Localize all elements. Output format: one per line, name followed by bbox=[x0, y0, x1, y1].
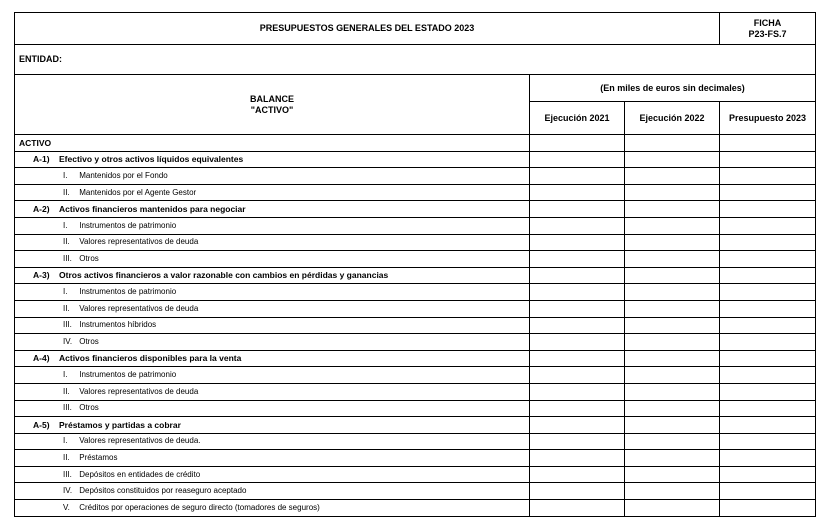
row-label: Depósitos constituidos por reaseguro aceptado bbox=[79, 486, 247, 496]
row-label: Préstamos y partidas a cobrar bbox=[59, 419, 181, 430]
value-cell-ejecucion-2022[interactable] bbox=[625, 135, 720, 152]
row-label: Valores representativos de deuda. bbox=[79, 436, 201, 446]
value-cell-ejecucion-2021[interactable] bbox=[530, 201, 625, 218]
value-cell-presupuesto-2023[interactable] bbox=[720, 400, 816, 417]
table-row bbox=[15, 433, 816, 450]
row-label-cell bbox=[15, 184, 530, 201]
value-cell-ejecucion-2022[interactable] bbox=[625, 417, 720, 434]
table-row bbox=[15, 267, 816, 284]
balance-title: BALANCE bbox=[250, 93, 294, 104]
value-cell-ejecucion-2021[interactable] bbox=[530, 251, 625, 268]
value-cell-ejecucion-2022[interactable] bbox=[625, 383, 720, 400]
row-label-cell bbox=[15, 234, 530, 251]
value-cell-presupuesto-2023[interactable] bbox=[720, 433, 816, 450]
table-row bbox=[15, 500, 816, 517]
table-row bbox=[15, 350, 816, 367]
row-label-cell bbox=[15, 450, 530, 467]
value-cell-ejecucion-2021[interactable] bbox=[530, 466, 625, 483]
value-cell-ejecucion-2021[interactable] bbox=[530, 334, 625, 351]
value-cell-ejecucion-2021[interactable] bbox=[530, 168, 625, 185]
row-label: Préstamos bbox=[79, 453, 118, 463]
row-label: Instrumentos de patrimonio bbox=[79, 287, 177, 297]
table-row bbox=[15, 284, 816, 301]
item-number: V. bbox=[63, 502, 70, 512]
item-number: I. bbox=[63, 287, 68, 297]
value-cell-ejecucion-2022[interactable] bbox=[625, 317, 720, 334]
value-cell-presupuesto-2023[interactable] bbox=[720, 168, 816, 185]
item-number: II. bbox=[63, 386, 70, 396]
balance-subtitle: "ACTIVO" bbox=[250, 104, 294, 115]
item-number: I. bbox=[63, 370, 68, 380]
value-cell-ejecucion-2021[interactable] bbox=[530, 500, 625, 517]
form-title: PRESUPUESTOS GENERALES DEL ESTADO 2023 bbox=[15, 13, 720, 45]
value-cell-presupuesto-2023[interactable] bbox=[720, 300, 816, 317]
row-label-cell bbox=[15, 135, 530, 152]
row-label-cell bbox=[15, 417, 530, 434]
value-cell-presupuesto-2023[interactable] bbox=[720, 267, 816, 284]
table-row bbox=[15, 168, 816, 185]
value-cell-ejecucion-2021[interactable] bbox=[530, 184, 625, 201]
value-cell-ejecucion-2022[interactable] bbox=[625, 433, 720, 450]
value-cell-ejecucion-2022[interactable] bbox=[625, 184, 720, 201]
ficha-label: FICHA bbox=[753, 17, 782, 28]
value-cell-presupuesto-2023[interactable] bbox=[720, 334, 816, 351]
value-cell-presupuesto-2023[interactable] bbox=[720, 383, 816, 400]
value-cell-presupuesto-2023[interactable] bbox=[720, 367, 816, 384]
row-label-cell bbox=[15, 400, 530, 417]
table-row bbox=[15, 184, 816, 201]
section-code: A-1) bbox=[33, 154, 50, 165]
item-number: III. bbox=[63, 320, 72, 330]
value-cell-ejecucion-2022[interactable] bbox=[625, 334, 720, 351]
row-label-cell bbox=[15, 383, 530, 400]
value-cell-ejecucion-2022[interactable] bbox=[625, 217, 720, 234]
item-number: II. bbox=[63, 453, 70, 463]
ficha-number: P23-FS.7 bbox=[748, 28, 787, 39]
value-cell-presupuesto-2023[interactable] bbox=[720, 500, 816, 517]
row-label: Otros bbox=[79, 253, 99, 263]
table-row bbox=[15, 201, 816, 218]
item-number: IV. bbox=[63, 486, 73, 496]
value-cell-presupuesto-2023[interactable] bbox=[720, 483, 816, 500]
item-number: III. bbox=[63, 469, 72, 479]
value-cell-ejecucion-2021[interactable] bbox=[530, 317, 625, 334]
value-cell-presupuesto-2023[interactable] bbox=[720, 251, 816, 268]
value-cell-ejecucion-2021[interactable] bbox=[530, 450, 625, 467]
row-label: Activos financieros mantenidos para negociar bbox=[59, 203, 246, 214]
row-label: Instrumentos de patrimonio bbox=[79, 370, 177, 380]
value-cell-ejecucion-2022[interactable] bbox=[625, 151, 720, 168]
row-label: Instrumentos de patrimonio bbox=[79, 220, 177, 230]
value-cell-ejecucion-2022[interactable] bbox=[625, 168, 720, 185]
value-cell-ejecucion-2022[interactable] bbox=[625, 234, 720, 251]
row-label-cell bbox=[15, 500, 530, 517]
units-note: (En miles de euros sin decimales) bbox=[530, 75, 816, 102]
value-cell-presupuesto-2023[interactable] bbox=[720, 234, 816, 251]
value-cell-ejecucion-2022[interactable] bbox=[625, 483, 720, 500]
value-cell-ejecucion-2022[interactable] bbox=[625, 251, 720, 268]
value-cell-ejecucion-2022[interactable] bbox=[625, 350, 720, 367]
row-label-cell bbox=[15, 300, 530, 317]
value-cell-presupuesto-2023[interactable] bbox=[720, 201, 816, 218]
section-code: A-4) bbox=[33, 353, 50, 364]
row-label-cell bbox=[15, 217, 530, 234]
entidad-label: ENTIDAD: bbox=[15, 45, 816, 75]
value-cell-presupuesto-2023[interactable] bbox=[720, 217, 816, 234]
table-row bbox=[15, 234, 816, 251]
row-label-cell bbox=[15, 201, 530, 218]
item-number: I. bbox=[63, 220, 68, 230]
budget-form-sheet bbox=[14, 12, 815, 517]
item-number: II. bbox=[63, 303, 70, 313]
row-label-cell bbox=[15, 483, 530, 500]
row-label: Efectivo y otros activos líquidos equivalentes bbox=[59, 154, 244, 165]
column-header-ejecucion-2022: Ejecución 2022 bbox=[625, 102, 720, 135]
table-row bbox=[15, 251, 816, 268]
value-cell-ejecucion-2022[interactable] bbox=[625, 267, 720, 284]
item-number: II. bbox=[63, 187, 70, 197]
value-cell-ejecucion-2021[interactable] bbox=[530, 417, 625, 434]
row-label-cell bbox=[15, 433, 530, 450]
row-label-cell bbox=[15, 251, 530, 268]
value-cell-ejecucion-2021[interactable] bbox=[530, 400, 625, 417]
row-label: ACTIVO bbox=[19, 137, 52, 148]
table-row bbox=[15, 317, 816, 334]
value-cell-ejecucion-2022[interactable] bbox=[625, 300, 720, 317]
table-row bbox=[15, 334, 816, 351]
row-label-cell bbox=[15, 267, 530, 284]
value-cell-presupuesto-2023[interactable] bbox=[720, 350, 816, 367]
row-label-cell bbox=[15, 350, 530, 367]
row-label-cell bbox=[15, 334, 530, 351]
item-number: II. bbox=[63, 237, 70, 247]
value-cell-presupuesto-2023[interactable] bbox=[720, 284, 816, 301]
table-row bbox=[15, 466, 816, 483]
item-number: IV. bbox=[63, 336, 73, 346]
value-cell-presupuesto-2023[interactable] bbox=[720, 317, 816, 334]
section-code: A-2) bbox=[33, 203, 50, 214]
row-label: Otros activos financieros a valor razonable con cambios en pérdidas y ganancias bbox=[59, 270, 389, 281]
value-cell-ejecucion-2022[interactable] bbox=[625, 367, 720, 384]
value-cell-presupuesto-2023[interactable] bbox=[720, 417, 816, 434]
value-cell-ejecucion-2021[interactable] bbox=[530, 284, 625, 301]
value-cell-ejecucion-2021[interactable] bbox=[530, 367, 625, 384]
table-row bbox=[15, 367, 816, 384]
table-row bbox=[15, 417, 816, 434]
balance-table bbox=[14, 12, 816, 517]
ficha-code bbox=[720, 13, 816, 45]
item-number: I. bbox=[63, 170, 68, 180]
value-cell-presupuesto-2023[interactable] bbox=[720, 184, 816, 201]
row-label-cell bbox=[15, 367, 530, 384]
item-number: III. bbox=[63, 253, 72, 263]
table-row bbox=[15, 450, 816, 467]
table-row bbox=[15, 217, 816, 234]
row-label-cell bbox=[15, 317, 530, 334]
value-cell-ejecucion-2021[interactable] bbox=[530, 350, 625, 367]
value-cell-ejecucion-2022[interactable] bbox=[625, 450, 720, 467]
table-row bbox=[15, 135, 816, 152]
value-cell-ejecucion-2022[interactable] bbox=[625, 284, 720, 301]
section-code: A-5) bbox=[33, 419, 50, 430]
row-label-cell bbox=[15, 284, 530, 301]
value-cell-ejecucion-2021[interactable] bbox=[530, 483, 625, 500]
item-number: III. bbox=[63, 403, 72, 413]
value-cell-ejecucion-2021[interactable] bbox=[530, 267, 625, 284]
value-cell-ejecucion-2022[interactable] bbox=[625, 466, 720, 483]
row-label: Otros bbox=[79, 336, 99, 346]
row-label-cell bbox=[15, 466, 530, 483]
value-cell-presupuesto-2023[interactable] bbox=[720, 450, 816, 467]
row-label-cell bbox=[15, 168, 530, 185]
row-label: Créditos por operaciones de seguro directo (tomadores de seguros) bbox=[79, 502, 320, 512]
row-label: Valores representativos de deuda bbox=[79, 303, 199, 313]
row-label: Otros bbox=[79, 403, 99, 413]
row-label: Depósitos en entidades de crédito bbox=[79, 469, 201, 479]
value-cell-ejecucion-2021[interactable] bbox=[530, 300, 625, 317]
value-cell-ejecucion-2022[interactable] bbox=[625, 400, 720, 417]
table-row bbox=[15, 383, 816, 400]
value-cell-ejecucion-2021[interactable] bbox=[530, 234, 625, 251]
value-cell-presupuesto-2023[interactable] bbox=[720, 151, 816, 168]
table-row bbox=[15, 300, 816, 317]
row-label: Valores representativos de deuda bbox=[79, 386, 199, 396]
value-cell-ejecucion-2022[interactable] bbox=[625, 500, 720, 517]
value-cell-ejecucion-2021[interactable] bbox=[530, 151, 625, 168]
item-number: I. bbox=[63, 436, 68, 446]
balance-heading bbox=[15, 75, 530, 135]
row-label: Activos financieros disponibles para la venta bbox=[59, 353, 242, 364]
row-label: Mantenidos por el Agente Gestor bbox=[79, 187, 197, 197]
value-cell-ejecucion-2021[interactable] bbox=[530, 383, 625, 400]
table-row bbox=[15, 151, 816, 168]
value-cell-ejecucion-2022[interactable] bbox=[625, 201, 720, 218]
column-header-ejecucion-2021: Ejecución 2021 bbox=[530, 102, 625, 135]
table-row bbox=[15, 400, 816, 417]
row-label-cell bbox=[15, 151, 530, 168]
row-label: Valores representativos de deuda bbox=[79, 237, 199, 247]
section-code: A-3) bbox=[33, 270, 50, 281]
value-cell-ejecucion-2021[interactable] bbox=[530, 433, 625, 450]
value-cell-presupuesto-2023[interactable] bbox=[720, 135, 816, 152]
value-cell-ejecucion-2021[interactable] bbox=[530, 135, 625, 152]
table-row bbox=[15, 483, 816, 500]
value-cell-presupuesto-2023[interactable] bbox=[720, 466, 816, 483]
row-label: Mantenidos por el Fondo bbox=[79, 170, 168, 180]
column-header-presupuesto-2023: Presupuesto 2023 bbox=[720, 102, 816, 135]
row-label: Instrumentos híbridos bbox=[79, 320, 157, 330]
value-cell-ejecucion-2021[interactable] bbox=[530, 217, 625, 234]
